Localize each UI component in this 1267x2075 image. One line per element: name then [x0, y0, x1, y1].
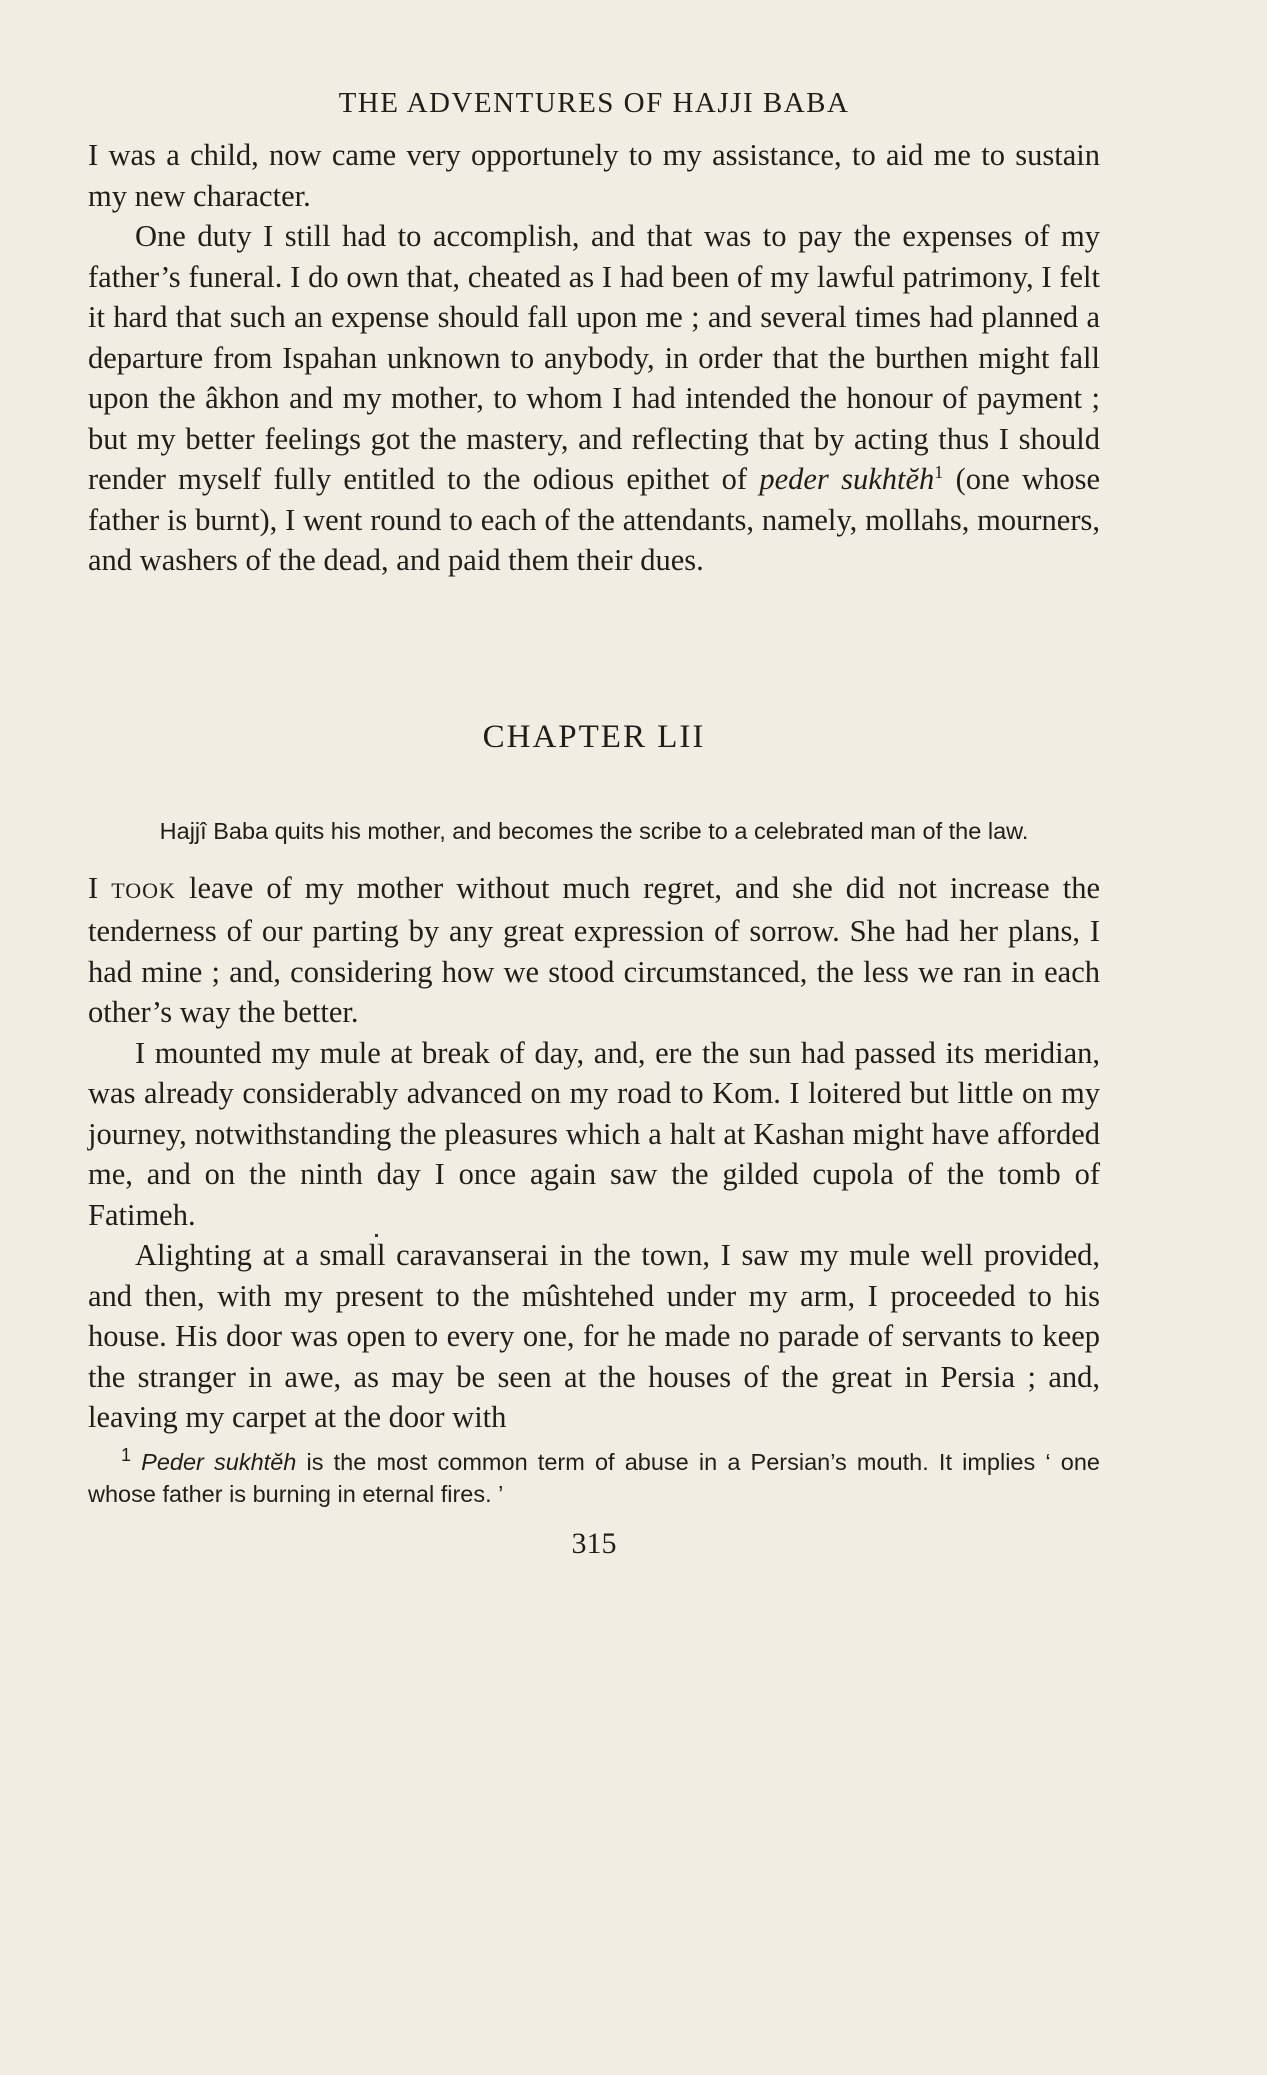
- chapter-summary: Hajjî Baba quits his mother, and becomes the scribe to a celebrated man of the law.: [159, 817, 1029, 844]
- footnote-text: is the most common term of abuse in a Persian’s mouth. It implies ‘ one whose father is burning in eternal fires. ’: [88, 1448, 1100, 1507]
- footnote-reference[interactable]: 1: [934, 461, 944, 482]
- opening-smallcaps: TOOK: [111, 877, 176, 903]
- paragraph-funeral-text: One duty I still had to accomplish, and that was to pay the expenses of my father’s funeral. I do own that, cheated as I had been of my lawful patrimony, I felt it hard that such an expense should fall upon me ; and several times had planned a departure from Ispahan unknown to anybody, in order that the burthen might fall upon the âkhon and my mother, to whom I had intended the honour of payment ; but my better feelings got the mastery, and reflecting that by acting thus I should render myself fully entitled to the odious epithet of: [88, 219, 1100, 496]
- paragraph-funeral-text-end: (one whose father is burnt), I went round to each of the attendants, namely, mollahs, mourners, and washers of the dead, and paid them their dues.: [88, 462, 1100, 577]
- footnote-number: 1: [121, 1444, 132, 1465]
- opening-capital: I: [88, 870, 99, 905]
- paragraph-funeral: [88, 216, 1100, 581]
- footnote: [88, 1446, 1100, 1510]
- stray-ink-mark: [375, 1234, 378, 1237]
- page-number: 315: [571, 1526, 617, 1560]
- paragraph-journey: I mounted my mule at break of day, and, ere the sun had passed its meridian, was already considerably advanced on my road to Kom. I loitered but little on my journey, notwithstanding the pleasures which a halt at Kashan might have afforded me, and on the ninth day I once again saw the gilded cupola of the tomb of Fatimeh.: [88, 1035, 1100, 1232]
- running-head: THE ADVENTURES OF HAJJI BABA: [338, 87, 850, 119]
- paragraph-continued: I was a child, now came very opportunely to my assistance, to aid me to sustain my new character.: [88, 138, 1100, 213]
- paragraph-arrival: Alighting at a small caravanserai in the town, I saw my mule well provided, and then, with my present to the mûshtehed under my arm, I proceeded to his house. His door was open to every one, for he made no parade of servants to keep the stranger in awe, as may be seen at the houses of the great in Persia ; and, leaving my carpet at the door with: [88, 1238, 1100, 1434]
- foreign-term: peder sukhtĕh: [759, 462, 935, 496]
- chapter-title: CHAPTER LII: [482, 718, 706, 755]
- paragraph-opening-text: leave of my mother without much regret, and she did not increase the tenderness of our parting by any great expression of sorrow. She had her plans, I had mine ; and, considering how we stood circumstanced, the less we ran in each other’s way the better.: [88, 870, 1101, 1029]
- paragraph-opening: [88, 868, 1100, 1033]
- book-page: [88, 85, 1100, 1562]
- footnote-term: Peder sukhtĕh: [141, 1448, 297, 1475]
